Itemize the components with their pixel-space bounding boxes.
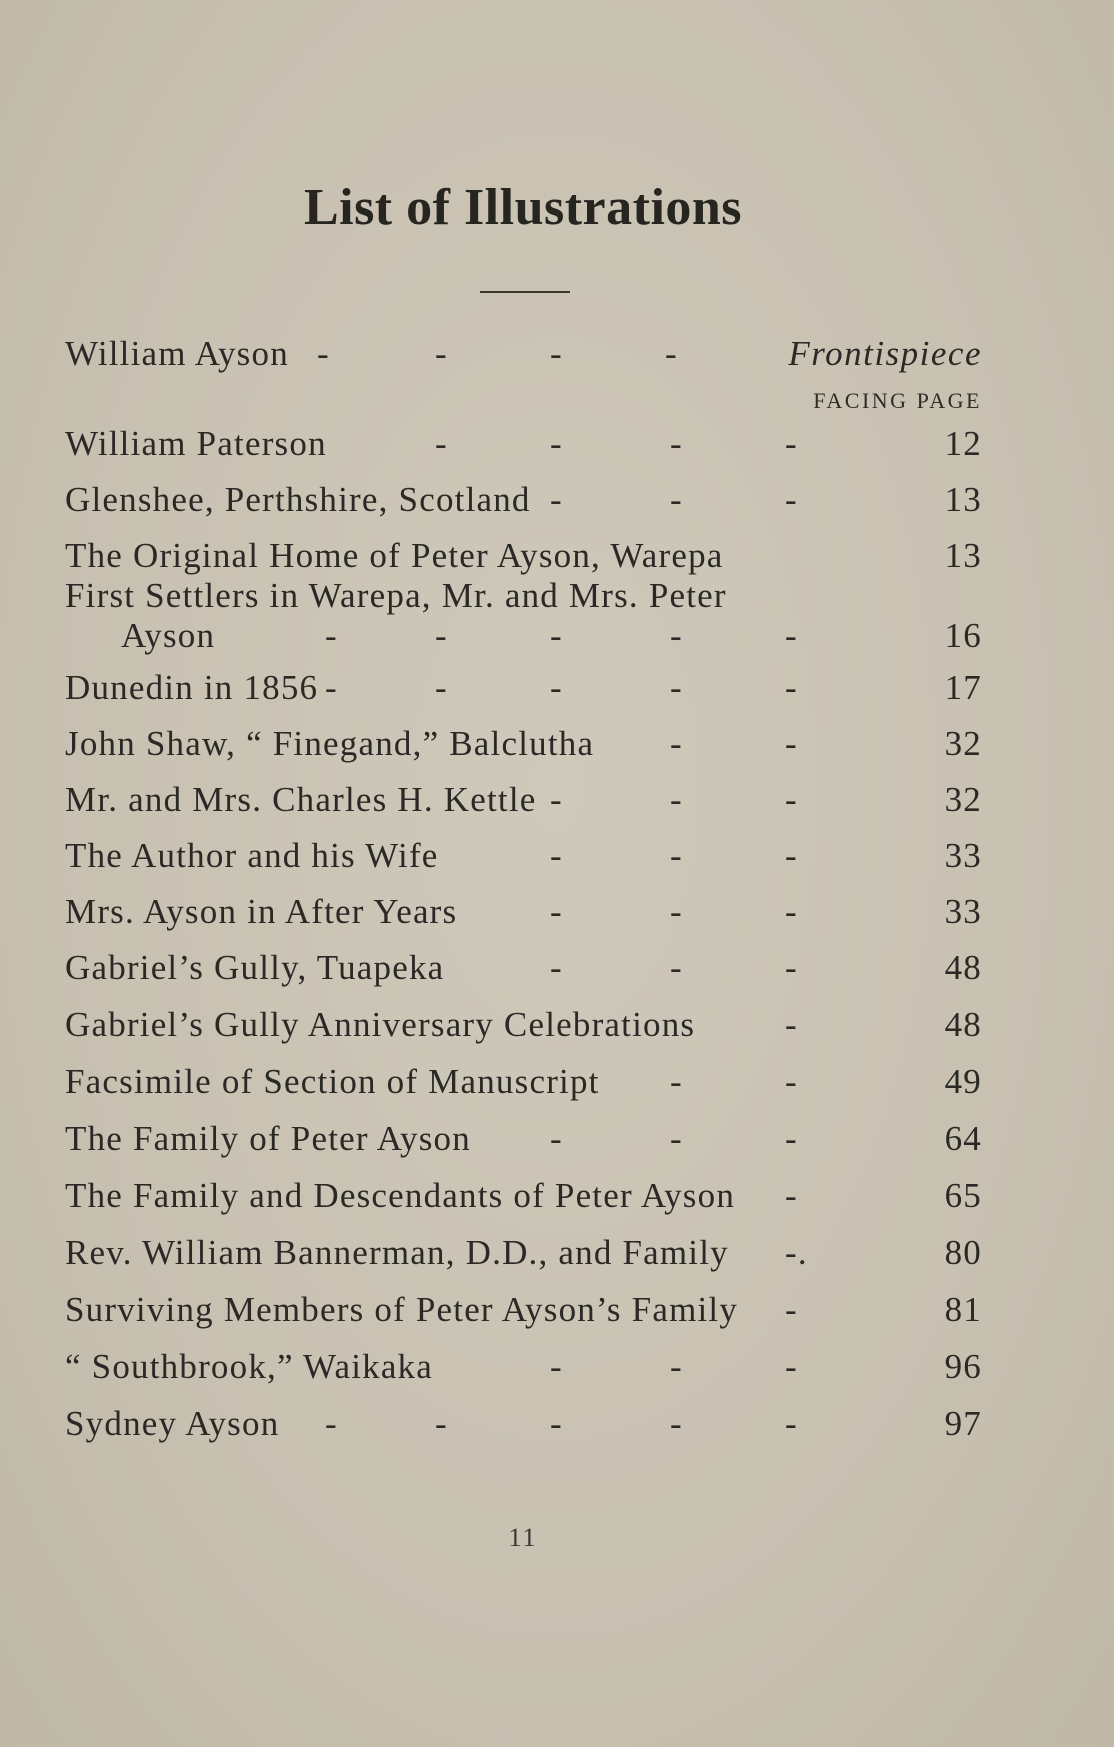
- leader-dash: -: [665, 334, 678, 373]
- entries-container: [65, 424, 982, 1444]
- leader-dash: -: [670, 1062, 683, 1101]
- facing-page-number: 16: [944, 616, 982, 655]
- list-item: [65, 424, 982, 464]
- list-item: [65, 724, 982, 764]
- list-item-label: The Original Home of Peter Ayson, Warepa: [65, 536, 724, 575]
- facing-page-number: 12: [944, 424, 982, 463]
- leader-dash: -: [670, 780, 683, 819]
- leader-dash: -: [670, 1347, 683, 1386]
- leader-dash: -: [550, 780, 563, 819]
- list-item-label: First Settlers in Warepa, Mr. and Mrs. Peter: [65, 576, 727, 615]
- leader-dash: -: [670, 1404, 683, 1443]
- list-item-label: Rev. William Bannerman, D.D., and Family: [65, 1233, 729, 1272]
- leader-dash: -: [550, 480, 563, 519]
- list-item-label: Surviving Members of Peter Ayson’s Family: [65, 1290, 739, 1329]
- list-item-label: Gabriel’s Gully, Tuapeka: [65, 948, 445, 987]
- leader-dash: -: [785, 1062, 798, 1101]
- list-item: [65, 668, 982, 708]
- list-item: [65, 480, 982, 520]
- list-item: [65, 1347, 982, 1387]
- facing-page-number: 64: [944, 1119, 982, 1158]
- leader-dash: -: [435, 424, 448, 463]
- list-item-label-continued: Ayson: [121, 616, 216, 655]
- leader-dash: -: [670, 616, 683, 655]
- list-item-label: Facsimile of Section of Manuscript: [65, 1062, 600, 1101]
- leader-dash: -: [550, 892, 563, 931]
- list-item-label: The Family and Descendants of Peter Ayson: [65, 1176, 736, 1215]
- leader-dash: -: [670, 480, 683, 519]
- list-item-label: Dunedin in 1856: [65, 668, 319, 707]
- facing-page-number: 80: [944, 1233, 982, 1272]
- leader-dash: -: [785, 724, 798, 763]
- list-item: [65, 576, 982, 656]
- list-item-label: John Shaw, “ Finegand,” Balclutha: [65, 724, 595, 763]
- leader-dash: -: [785, 836, 798, 875]
- illustrations-list: [65, 334, 982, 1444]
- facing-page-number: 96: [944, 1347, 982, 1386]
- list-item: [65, 780, 982, 820]
- list-item-label: Gabriel’s Gully Anniversary Celebrations: [65, 1005, 696, 1044]
- list-item-label: Sydney Ayson: [65, 1404, 280, 1443]
- leader-dash: -: [785, 1176, 798, 1215]
- leader-dash: -: [785, 1119, 798, 1158]
- list-item-label: “ Southbrook,” Waikaka: [65, 1347, 433, 1386]
- frontispiece-placement: Frontispiece: [788, 334, 982, 373]
- leader-dash: -: [670, 1119, 683, 1158]
- leader-dash: -: [785, 668, 798, 707]
- leader-dash: -: [435, 616, 448, 655]
- list-item: [65, 1404, 982, 1444]
- leader-dash: -: [785, 780, 798, 819]
- list-item-continuation: [65, 616, 982, 656]
- leader-dash: -.: [785, 1233, 808, 1272]
- facing-page-number: 13: [944, 480, 982, 519]
- leader-dash: -: [785, 480, 798, 519]
- list-item: [65, 536, 982, 576]
- leader-dash: -: [785, 1005, 798, 1044]
- leader-dash: -: [550, 948, 563, 987]
- list-item: [65, 948, 982, 988]
- frontispiece-row: [65, 334, 982, 374]
- facing-page-number: 49: [944, 1062, 982, 1101]
- leader-dash: -: [550, 1404, 563, 1443]
- facing-page-number: 33: [944, 892, 982, 931]
- leader-dash: -: [435, 334, 448, 373]
- list-item-label: The Family of Peter Ayson: [65, 1119, 471, 1158]
- list-item: [65, 1176, 982, 1216]
- facing-page-number: 81: [944, 1290, 982, 1329]
- list-item-label: Glenshee, Perthshire, Scotland: [65, 480, 531, 519]
- leader-dash: -: [325, 616, 338, 655]
- list-item-label: William Ayson: [65, 334, 289, 373]
- list-item: [65, 892, 982, 932]
- leader-dash: -: [435, 1404, 448, 1443]
- leader-dash: -: [550, 1347, 563, 1386]
- list-item-label-group: [65, 576, 982, 656]
- facing-page-header: FACING PAGE: [813, 388, 982, 413]
- list-item: [65, 1005, 982, 1045]
- page-number: 11: [508, 1523, 538, 1552]
- leader-dash: -: [670, 836, 683, 875]
- list-item: [65, 836, 982, 876]
- leader-dash: -: [670, 724, 683, 763]
- list-item-label: Mrs. Ayson in After Years: [65, 892, 458, 931]
- facing-page-number: 17: [944, 668, 982, 707]
- facing-page-number: 48: [944, 1005, 982, 1044]
- facing-page-number: 13: [944, 536, 982, 575]
- leader-dash: -: [785, 1290, 798, 1329]
- list-item-label: William Paterson: [65, 424, 327, 463]
- leader-dash: -: [550, 616, 563, 655]
- leader-dash: -: [785, 892, 798, 931]
- leader-dash: -: [670, 892, 683, 931]
- leader-dash: -: [550, 836, 563, 875]
- leader-dash: -: [325, 1404, 338, 1443]
- facing-page-number: 97: [944, 1404, 982, 1443]
- leader-dash: -: [785, 424, 798, 463]
- leader-dash: -: [550, 424, 563, 463]
- list-item: [65, 1062, 982, 1102]
- list-item: [65, 1119, 982, 1159]
- list-item: [65, 1233, 982, 1273]
- leader-dash: -: [670, 668, 683, 707]
- leader-dash: -: [670, 948, 683, 987]
- leader-dash: -: [785, 948, 798, 987]
- list-item-label: The Author and his Wife: [65, 836, 439, 875]
- facing-page-number: 32: [944, 724, 982, 763]
- title-rule: [480, 291, 570, 293]
- leader-dash: -: [317, 334, 330, 373]
- list-item-label: Mr. and Mrs. Charles H. Kettle: [65, 780, 537, 819]
- list-item: [65, 1290, 982, 1330]
- leader-dash: -: [785, 1404, 798, 1443]
- leader-dash: -: [550, 668, 563, 707]
- page-title: List of Illustrations: [303, 179, 743, 236]
- leader-dash: -: [670, 424, 683, 463]
- leader-dash: -: [550, 334, 563, 373]
- facing-page-number: 32: [944, 780, 982, 819]
- leader-dash: -: [785, 616, 798, 655]
- facing-page-number: 48: [944, 948, 982, 987]
- leader-dash: -: [325, 668, 338, 707]
- leader-dash: -: [550, 1119, 563, 1158]
- leader-dash: -: [785, 1347, 798, 1386]
- facing-page-number: 65: [944, 1176, 982, 1215]
- facing-page-number: 33: [944, 836, 982, 875]
- leader-dash: -: [435, 668, 448, 707]
